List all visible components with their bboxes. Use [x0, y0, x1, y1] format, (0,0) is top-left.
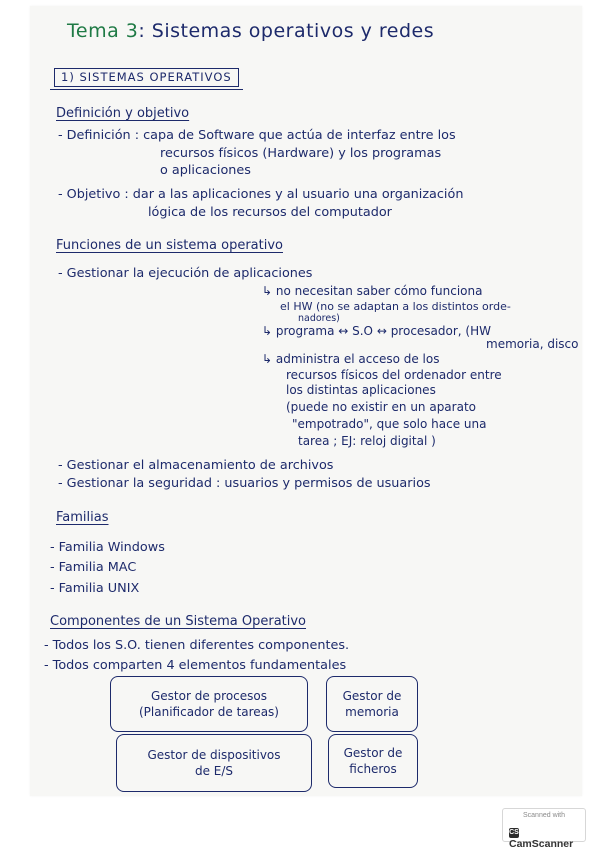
- funcion-subnote: ↳ administra el acceso de los: [262, 352, 440, 366]
- funcion-subnote: nadores): [298, 313, 340, 324]
- definicion-line: recursos físicos (Hardware) y los programas: [160, 146, 442, 161]
- familia-item: - Familia Windows: [50, 540, 165, 555]
- funciones-heading: Funciones de un sistema operativo: [56, 238, 283, 253]
- camscanner-logo-icon: CS: [509, 829, 519, 836]
- familias-heading: Familias: [56, 510, 109, 525]
- box-label: Gestor de procesos: [151, 688, 267, 703]
- funcion-subnote: memoria, disco: [486, 337, 579, 351]
- box-label: Gestor de: [343, 745, 403, 760]
- page-title: [67, 20, 434, 42]
- funcion-item: - Gestionar la ejecución de aplicaciones: [58, 266, 313, 281]
- funcion-item: - Gestionar la seguridad : usuarios y permisos de usuarios: [58, 476, 431, 491]
- box-label: memoria: [345, 705, 399, 719]
- funcion-subnote: "empotrado", que solo hace una: [292, 417, 487, 431]
- title-tema: Tema 3: [67, 20, 139, 42]
- box-label: (Planificador de tareas): [139, 705, 279, 719]
- objetivo-line: lógica de los recursos del computador: [148, 205, 392, 220]
- familia-item: - Familia MAC: [50, 560, 137, 575]
- componentes-heading: Componentes de un Sistema Operativo: [50, 614, 307, 629]
- gestor-procesos-box: [110, 676, 308, 732]
- funcion-item: - Gestionar el almacenamiento de archivos: [58, 458, 334, 473]
- definicion-line: o aplicaciones: [160, 163, 251, 178]
- gestor-memoria-box: [326, 676, 418, 732]
- funcion-subnote: los distintas aplicaciones: [286, 383, 436, 397]
- box-label: ficheros: [349, 762, 397, 776]
- funcion-subnote: recursos físicos del ordenador entre: [286, 368, 502, 382]
- funcion-subnote: ↳ programa ↔ S.O ↔ procesador, (HW: [262, 324, 491, 338]
- camscanner-brand: [509, 824, 585, 850]
- funcion-subnote: tarea ; EJ: reloj digital ): [298, 434, 436, 448]
- definicion-line: - Definición : capa de Software que actúa de interfaz entre los: [58, 128, 456, 143]
- bleed-through-text: [330, 66, 530, 106]
- gestor-ficheros-box: [328, 734, 418, 788]
- scanned-with-label: Scanned with: [522, 812, 566, 819]
- camscanner-name: CamScanner: [509, 838, 574, 850]
- definicion-heading: Definición y objetivo: [56, 106, 190, 121]
- box-label: de E/S: [194, 764, 234, 778]
- componentes-line: - Todos los S.O. tienen diferentes componentes.: [44, 638, 350, 653]
- notebook-page: [30, 6, 582, 796]
- componentes-line: - Todos comparten 4 elementos fundamentales: [44, 658, 347, 673]
- section-label: 1) SISTEMAS OPERATIVOS: [54, 68, 239, 87]
- gestor-dispositivos-box: [116, 734, 312, 792]
- funcion-subnote: el HW (no se adaptan a los distintos orde-: [280, 300, 511, 313]
- familia-item: - Familia UNIX: [50, 581, 140, 596]
- funcion-subnote: (puede no existir en un aparato: [286, 400, 476, 414]
- title-subject: : Sistemas operativos y redes: [138, 20, 435, 42]
- objetivo-line: - Objetivo : dar a las aplicaciones y al usuario una organización: [58, 187, 464, 202]
- box-label: Gestor de: [342, 688, 402, 703]
- box-label: Gestor de dispositivos: [147, 747, 281, 762]
- funcion-subnote: ↳ no necesitan saber cómo funciona: [262, 284, 483, 298]
- camscanner-watermark: [502, 808, 586, 850]
